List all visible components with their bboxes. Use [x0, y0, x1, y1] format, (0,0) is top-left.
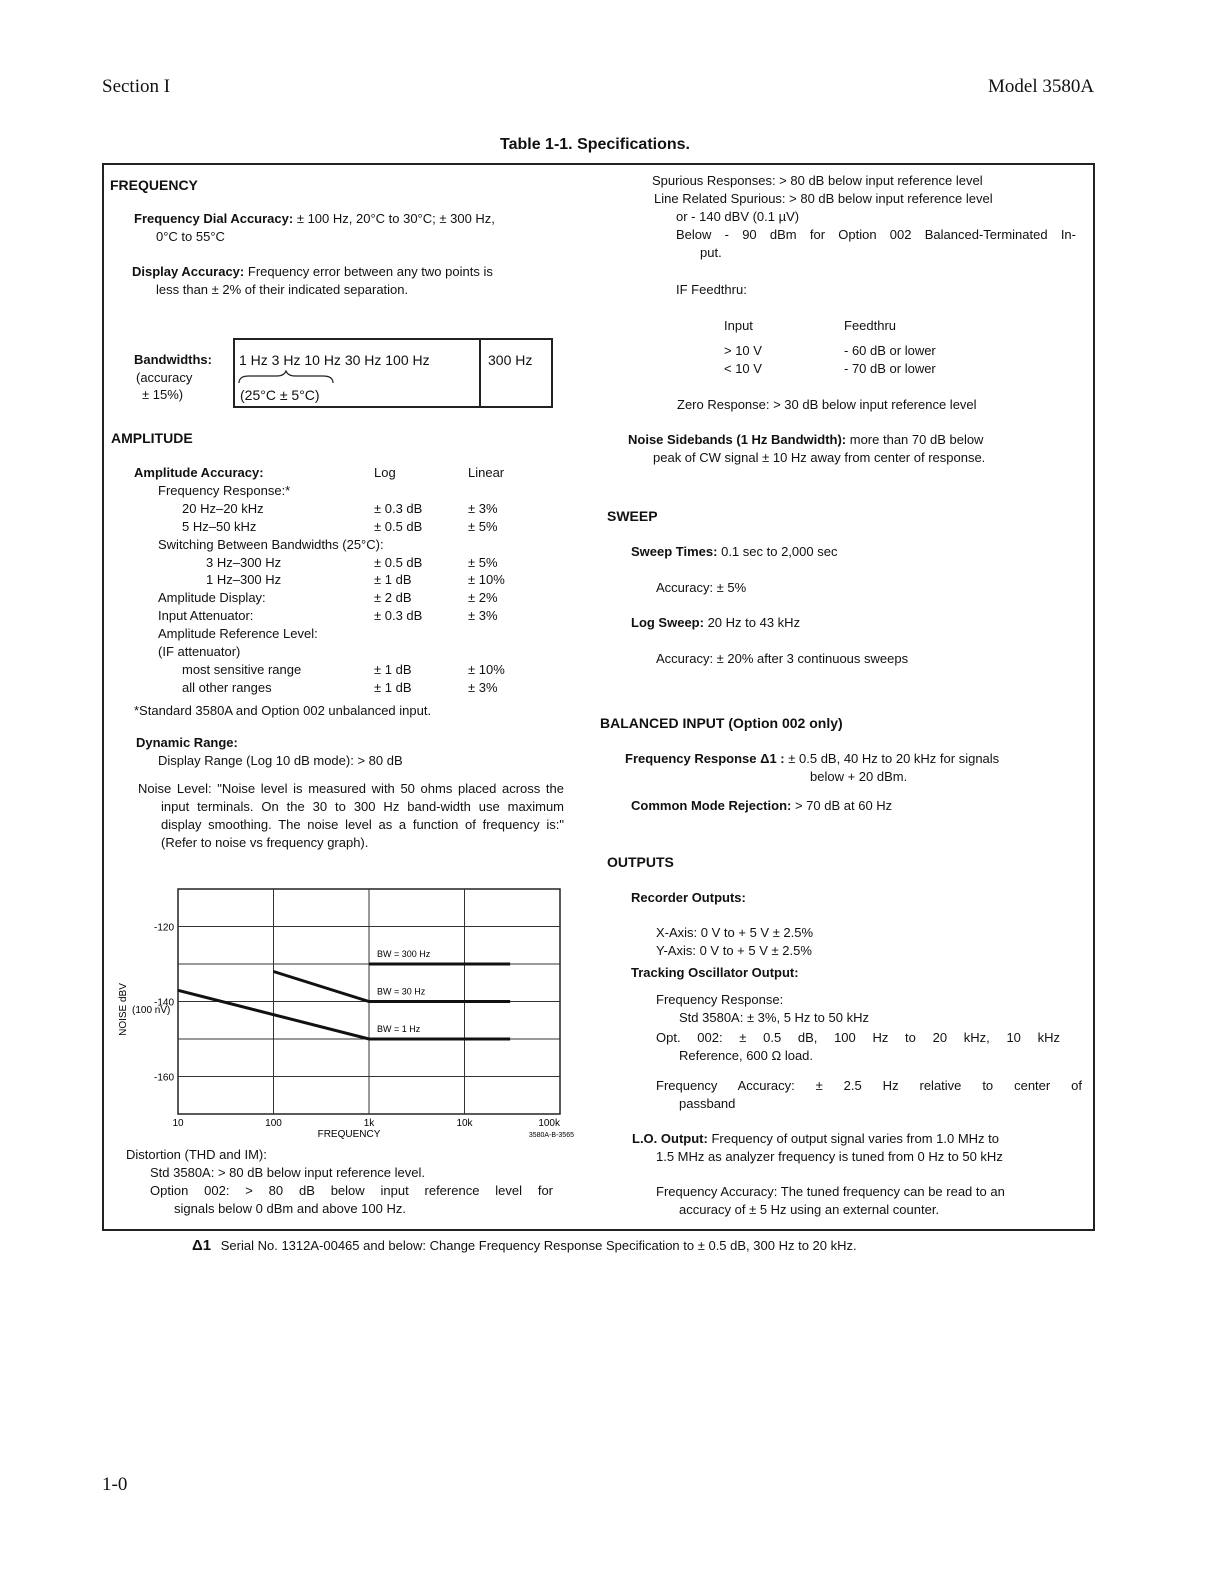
amp-row-lin: ± 10% [468, 662, 505, 677]
log-sweep-label: Log Sweep: [631, 615, 704, 630]
sweep-times-label: Sweep Times: [631, 544, 718, 559]
amp-row-log: ± 1 dB [374, 572, 412, 587]
y-tick-label: -140 [153, 997, 174, 1009]
if-col-input: Input [724, 318, 753, 333]
x-tick-label: 10k [456, 1118, 473, 1129]
distortion-std: Std 3580A: > 80 dB below input reference level. [150, 1165, 425, 1180]
log-sweep-accuracy: Accuracy: ± 20% after 3 continuous sweeps [656, 651, 909, 666]
x-tick-label: 10 [172, 1118, 184, 1129]
series-label: BW = 1 Hz [377, 1024, 421, 1034]
bandwidths-label3: ± 15%) [142, 387, 184, 402]
amp-row-label: Input Attenuator: [158, 608, 254, 623]
log-sweep-value: 20 Hz to 43 kHz [707, 615, 801, 630]
below-option: Below - 90 dBm for Option 002 Balanced-Terminated In- [676, 227, 1076, 242]
chart-labels [118, 923, 574, 1141]
amplitude-heading: AMPLITUDE [111, 430, 193, 446]
series-line [178, 990, 510, 1039]
x-axis-label: FREQUENCY [317, 1129, 381, 1140]
amplitude-footnote: *Standard 3580A and Option 002 unbalanced input. [134, 703, 432, 718]
spurious-responses: Spurious Responses: > 80 dB below input reference level [652, 173, 983, 188]
amp-row-log: ± 0.3 dB [374, 501, 423, 516]
lo-output-label: L.O. Output: [632, 1131, 708, 1146]
display-accuracy-text: Frequency error between any two points is [247, 264, 493, 279]
lo-freq-accuracy2: accuracy of ± 5 Hz using an external counter. [679, 1202, 940, 1217]
y-axis-label: NOISE dBV [118, 983, 129, 1036]
tracking-freq-response: Frequency Response: [656, 992, 784, 1007]
dial-accuracy-label: Frequency Dial Accuracy: [134, 211, 294, 226]
noise-sidebands-text: more than 70 dB below [849, 432, 984, 447]
y-axis-output: Y-Axis: 0 V to + 5 V ± 2.5% [656, 943, 812, 958]
if-row-input: > 10 V [724, 343, 762, 358]
freq-response-mark: Δ1 : [760, 751, 785, 766]
tracking-opt: Opt. 002: ± 0.5 dB, 100 Hz to 20 kHz, 10 kHz [656, 1030, 1060, 1045]
noise-vs-frequency-chart [112, 884, 582, 1144]
amp-row-label: most sensitive range [182, 662, 302, 677]
bandwidth-brace-icon [237, 370, 337, 386]
amp-row-label: 5 Hz–50 kHz [182, 519, 257, 534]
tracking-opt2: Reference, 600 Ω load. [679, 1048, 814, 1063]
y-axis-note: (100 nV) [132, 1005, 171, 1016]
amp-row-label: 3 Hz–300 Hz [206, 555, 282, 570]
distortion-label: Distortion (THD and IM): [126, 1147, 267, 1162]
amp-row-label: Amplitude Display: [158, 590, 266, 605]
if-col-feedthru: Feedthru [844, 318, 897, 333]
amp-row-lin: ± 2% [468, 590, 498, 605]
x-tick-label: 100k [538, 1118, 560, 1129]
amp-row-label: 1 Hz–300 Hz [206, 572, 282, 587]
amp-row-log: ± 0.5 dB [374, 519, 423, 534]
display-accuracy-label: Display Accuracy: [132, 264, 245, 279]
section-label: Section I [102, 76, 171, 97]
dial-accuracy-text2: 0°C to 55°C [156, 229, 225, 244]
tracking-accuracy: Frequency Accuracy: ± 2.5 Hz relative to center of [656, 1078, 1082, 1093]
amp-row-log: ± 1 dB [374, 662, 412, 677]
cmr-value: > 70 dB at 60 Hz [794, 798, 893, 813]
amp-row-lin: ± 5% [468, 519, 498, 534]
bandwidths-last: 300 Hz [488, 352, 533, 368]
distortion-opt2: signals below 0 dBm and above 100 Hz. [174, 1201, 406, 1216]
dynamic-range-text: Display Range (Log 10 dB mode): > 80 dB [158, 753, 403, 768]
freq-response-text2: below + 20 dBm. [810, 769, 908, 784]
noise-sidebands-text2: peak of CW signal ± 10 Hz away from center of response. [653, 450, 986, 465]
amp-row-lin: ± 5% [468, 555, 498, 570]
freq-response-label: Frequency Response [625, 751, 757, 766]
freq-response-text: ± 0.5 dB, 40 Hz to 20 kHz for signals [788, 751, 1000, 766]
bandwidths-values: 1 Hz 3 Hz 10 Hz 30 Hz 100 Hz [239, 352, 430, 368]
bandwidths-label: Bandwidths: [134, 352, 212, 367]
display-accuracy [132, 263, 493, 281]
sweep-accuracy: Accuracy: ± 5% [656, 580, 747, 595]
common-mode-rejection [631, 797, 892, 815]
footnote-mark: Δ1 [192, 1237, 212, 1254]
noise-level-text [138, 780, 564, 852]
frequency-heading: FREQUENCY [110, 177, 198, 193]
lo-output [632, 1130, 999, 1148]
bandwidths-label2: (accuracy [136, 370, 193, 385]
line-related-spurious2: or - 140 dBV (0.1 µV) [676, 209, 800, 224]
balanced-freq-response [625, 750, 999, 768]
amp-row-label: (IF attenuator) [158, 644, 241, 659]
lo-output-text2: 1.5 MHz as analyzer frequency is tuned from 0 Hz to 50 kHz [656, 1149, 1003, 1164]
col-log: Log [374, 465, 396, 480]
tracking-accuracy2: passband [679, 1096, 736, 1111]
bottom-footnote [192, 1237, 857, 1255]
series-label: BW = 300 Hz [377, 949, 431, 959]
zero-response: Zero Response: > 30 dB below input reference level [677, 397, 977, 412]
footnote-text: Serial No. 1312A-00465 and below: Change Frequency Response Specification to ± 0.5 dB, 300 Hz to 20 kHz. [220, 1238, 857, 1253]
x-axis-output: X-Axis: 0 V to + 5 V ± 2.5% [656, 925, 814, 940]
if-row-input: < 10 V [724, 361, 762, 376]
amp-row-log: ± 0.5 dB [374, 555, 423, 570]
bandwidths-temp: (25°C ± 5°C) [240, 387, 320, 403]
table-title: Table 1-1. Specifications. [500, 136, 690, 153]
figure-id: 3580A-B-3565 [528, 1132, 574, 1139]
below-option2: put. [700, 245, 722, 260]
if-row-feedthru: - 70 dB or lower [844, 361, 936, 376]
y-tick-label: -160 [153, 1072, 174, 1084]
outputs-heading: OUTPUTS [607, 854, 674, 870]
amp-row-lin: ± 3% [468, 608, 498, 623]
model-label: Model 3580A [988, 76, 1095, 97]
amp-row-label: Switching Between Bandwidths (25°C): [158, 537, 384, 552]
noise-level-text-span: Noise Level: "Noise level is measured with 50 ohms placed across the input terminals. On the 30 to 300 Hz band-width use maximum display smoothing. The noise level as a function of frequency is:" (Refer to noise vs frequency graph). [138, 781, 564, 850]
noise-sidebands [628, 431, 983, 449]
amplitude-accuracy-label: Amplitude Accuracy: [134, 465, 264, 480]
x-tick-label: 1k [363, 1118, 375, 1129]
y-tick-label: -120 [153, 922, 174, 934]
balanced-input-heading: BALANCED INPUT (Option 002 only) [600, 715, 843, 731]
dial-accuracy [134, 210, 495, 228]
amp-row-label: Frequency Response:* [158, 483, 291, 498]
display-accuracy-text2: less than ± 2% of their indicated separation. [156, 282, 409, 297]
amp-row-log: ± 1 dB [374, 680, 412, 695]
amp-row-log: ± 0.3 dB [374, 608, 423, 623]
amp-row-label: all other ranges [182, 680, 272, 695]
amp-row-log: ± 2 dB [374, 590, 412, 605]
log-sweep [631, 614, 800, 632]
amp-row-lin: ± 10% [468, 572, 505, 587]
chart-series [178, 949, 510, 1039]
if-row-feedthru: - 60 dB or lower [844, 343, 936, 358]
dial-accuracy-text: ± 100 Hz, 20°C to 30°C; ± 300 Hz, [296, 211, 495, 226]
amp-row-label: Amplitude Reference Level: [158, 626, 318, 641]
cmr-label: Common Mode Rejection: [631, 798, 792, 813]
dynamic-range-label: Dynamic Range: [136, 735, 238, 750]
amp-row-lin: ± 3% [468, 501, 498, 516]
distortion-opt: Option 002: > 80 dB below input reference level for [150, 1183, 553, 1198]
x-tick-label: 100 [265, 1118, 282, 1129]
col-linear: Linear [468, 465, 505, 480]
recorder-outputs-label: Recorder Outputs: [631, 890, 746, 905]
amp-row-lin: ± 3% [468, 680, 498, 695]
amp-row-label: 20 Hz–20 kHz [182, 501, 264, 516]
sweep-heading: SWEEP [607, 508, 658, 524]
sweep-times-value: 0.1 sec to 2,000 sec [721, 544, 838, 559]
sweep-times [631, 543, 837, 561]
noise-sidebands-label: Noise Sidebands (1 Hz Bandwidth): [628, 432, 847, 447]
tracking-oscillator-label: Tracking Oscillator Output: [631, 965, 799, 980]
series-label: BW = 30 Hz [377, 986, 426, 997]
lo-output-text: Frequency of output signal varies from 1.0 MHz to [711, 1131, 1000, 1146]
bandwidths-divider [479, 338, 481, 408]
if-feedthru-label: IF Feedthru: [676, 282, 747, 297]
lo-freq-accuracy: Frequency Accuracy: The tuned frequency can be read to an [656, 1184, 1005, 1199]
tracking-std: Std 3580A: ± 3%, 5 Hz to 50 kHz [679, 1010, 869, 1025]
line-related-spurious: Line Related Spurious: > 80 dB below input reference level [654, 191, 993, 206]
page-number: 1-0 [102, 1474, 128, 1495]
